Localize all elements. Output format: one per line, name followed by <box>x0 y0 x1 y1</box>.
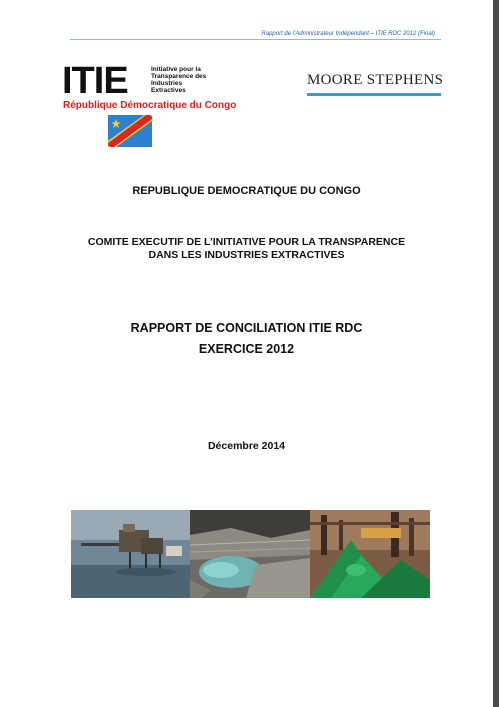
moore-stephens-logo: MOORE STEPHENS <box>307 72 444 88</box>
cover-photo-strip <box>71 510 430 598</box>
report-title-line: RAPPORT DE CONCILIATION ITIE RDC <box>130 321 363 335</box>
report-date: Décembre 2014 <box>207 440 286 452</box>
committee-title: COMITE EXECUTIF DE L’INITIATIVE POUR LA TRANSPARENCE DANS LES INDUSTRIES EXTRACTIVES <box>87 236 406 261</box>
itie-full-name: Initiative pour la Transparence des Industries Extractives <box>151 66 207 94</box>
moore-stephens-underline <box>307 93 441 96</box>
offshore-platform-photo <box>71 510 190 598</box>
itie-country-name: République Démocratique du Congo <box>63 100 237 111</box>
itie-logo <box>62 60 237 114</box>
open-pit-mine-photo <box>190 510 310 598</box>
header-rule <box>70 39 441 40</box>
drc-flag-icon <box>108 115 152 147</box>
report-title <box>0 318 493 360</box>
copper-ore-photo <box>310 510 430 598</box>
running-header: Rapport de l'Administrateur Indépendant – ITIE RDC 2012 (Final) <box>261 31 435 37</box>
fiscal-year: EXERCICE 2012 <box>198 342 295 356</box>
country-title: REPUBLIQUE DEMOCRATIQUE DU CONGO <box>132 185 361 197</box>
itie-acronym: ITIE <box>62 60 128 102</box>
